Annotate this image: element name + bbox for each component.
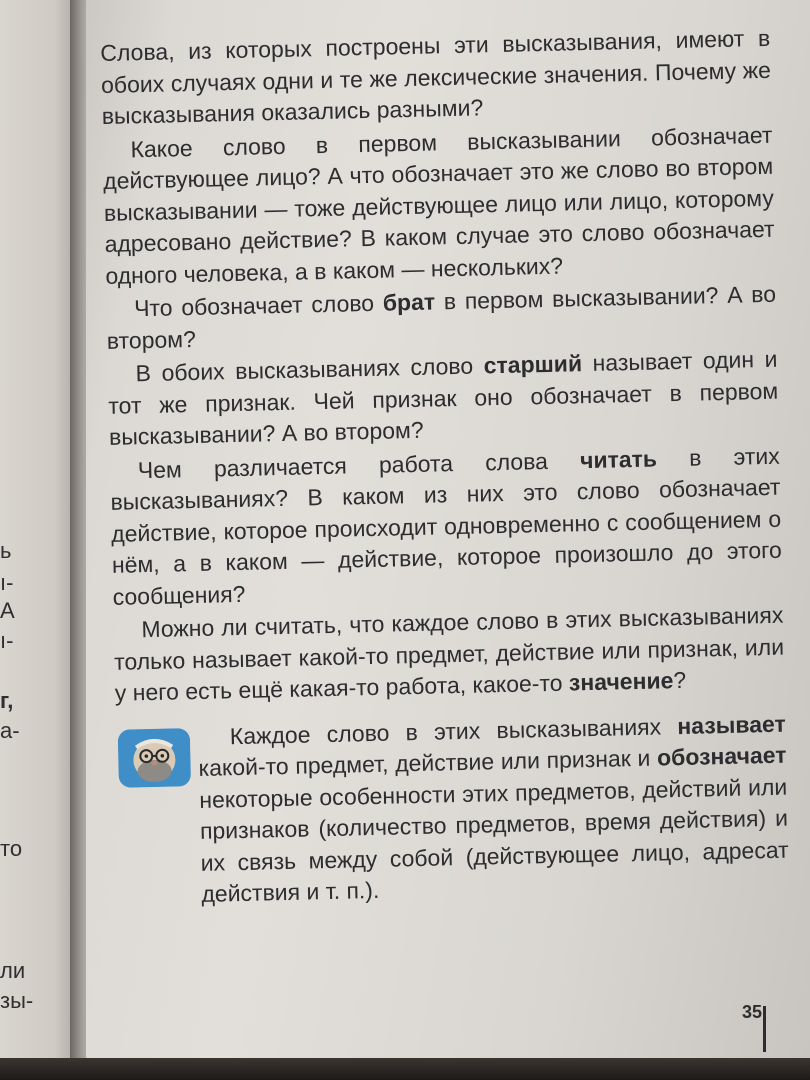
left-page-fragment: то bbox=[0, 836, 23, 861]
text-run: называет один и тот же признак. Чей признак оно обозначает в первом высказывании? А во втором? bbox=[108, 345, 779, 450]
emphasized-word: старший bbox=[483, 350, 583, 379]
textbook-page bbox=[86, 0, 810, 1060]
rule-text bbox=[198, 708, 790, 910]
body-paragraph bbox=[113, 600, 785, 710]
rule-paragraph bbox=[198, 708, 790, 910]
emphasized-word: брат bbox=[382, 288, 436, 316]
text-run: Какое слово в первом высказывании обозначает действующее лицо? А что обозначает это же слово во втором высказывании — тоже действующее лицо или лицо, которому адресовано действие? В каком случае это слово обозначает одного человека, а в каком — нескольких? bbox=[102, 121, 775, 289]
left-page-fragment: ь bbox=[0, 538, 12, 563]
left-page-fragment: ı- bbox=[0, 570, 14, 595]
emphasized-word: читать bbox=[579, 444, 658, 473]
text-run: В обоих высказываниях слово bbox=[135, 352, 484, 387]
text-run: Чем различается работа слова bbox=[137, 446, 581, 483]
left-page-fragment: зы- bbox=[0, 988, 34, 1013]
body-paragraph bbox=[107, 344, 779, 454]
left-page-fragment: ли bbox=[0, 958, 26, 983]
body-paragraph bbox=[100, 23, 772, 133]
left-page-fragment: А bbox=[0, 598, 15, 623]
previous-page bbox=[0, 0, 78, 1080]
body-paragraph bbox=[102, 119, 775, 292]
page-number: 35 bbox=[741, 1002, 762, 1022]
text-run: Что обозначает слово bbox=[133, 289, 384, 322]
text-run: ? bbox=[673, 666, 687, 694]
left-page-fragment: г, bbox=[0, 688, 14, 713]
text-run: Каждое слово в этих высказываниях bbox=[229, 712, 678, 749]
text-run: в первом высказывании? А во втором? bbox=[106, 280, 777, 354]
emphasized-word: обозначает bbox=[656, 741, 787, 771]
paragraphs bbox=[100, 23, 785, 710]
left-page-fragment: ı- bbox=[0, 628, 14, 653]
text-run: Слова, из которых построены эти высказывания, имеют в обоих случаях одни и те же лексические значения. Почему же высказывания оказались разными? bbox=[100, 24, 772, 129]
rule-box bbox=[116, 708, 790, 912]
body-paragraph bbox=[109, 440, 782, 613]
text-run: Можно ли считать, что каждое слово в этих высказываниях только называет какой-то предмет, действие или признак, или у него есть ещё какая-то работа, какое-то bbox=[113, 601, 785, 706]
emphasized-word: значение bbox=[568, 667, 674, 696]
table-surface bbox=[0, 1058, 810, 1080]
emphasized-word: называет bbox=[677, 710, 787, 739]
text-run: некоторые особенности этих предметов, действий или признаков (количество предметов, время действия) и их связь между собой (действующее лицо, адресат действия и т. п.). bbox=[199, 773, 789, 907]
text-run: в этих высказываниях? В каком из них это слово обозначает действие, которое происходит одновременно с сообщением о нём, а в каком — действие, которое произошло до этого сообщения? bbox=[110, 442, 783, 610]
left-page-fragment: а- bbox=[0, 718, 20, 743]
page-number-bar bbox=[763, 1006, 766, 1052]
page-content bbox=[100, 23, 790, 912]
text-run: какой-то предмет, действие или признак и bbox=[198, 744, 658, 781]
professor-mascot-icon bbox=[118, 728, 191, 788]
